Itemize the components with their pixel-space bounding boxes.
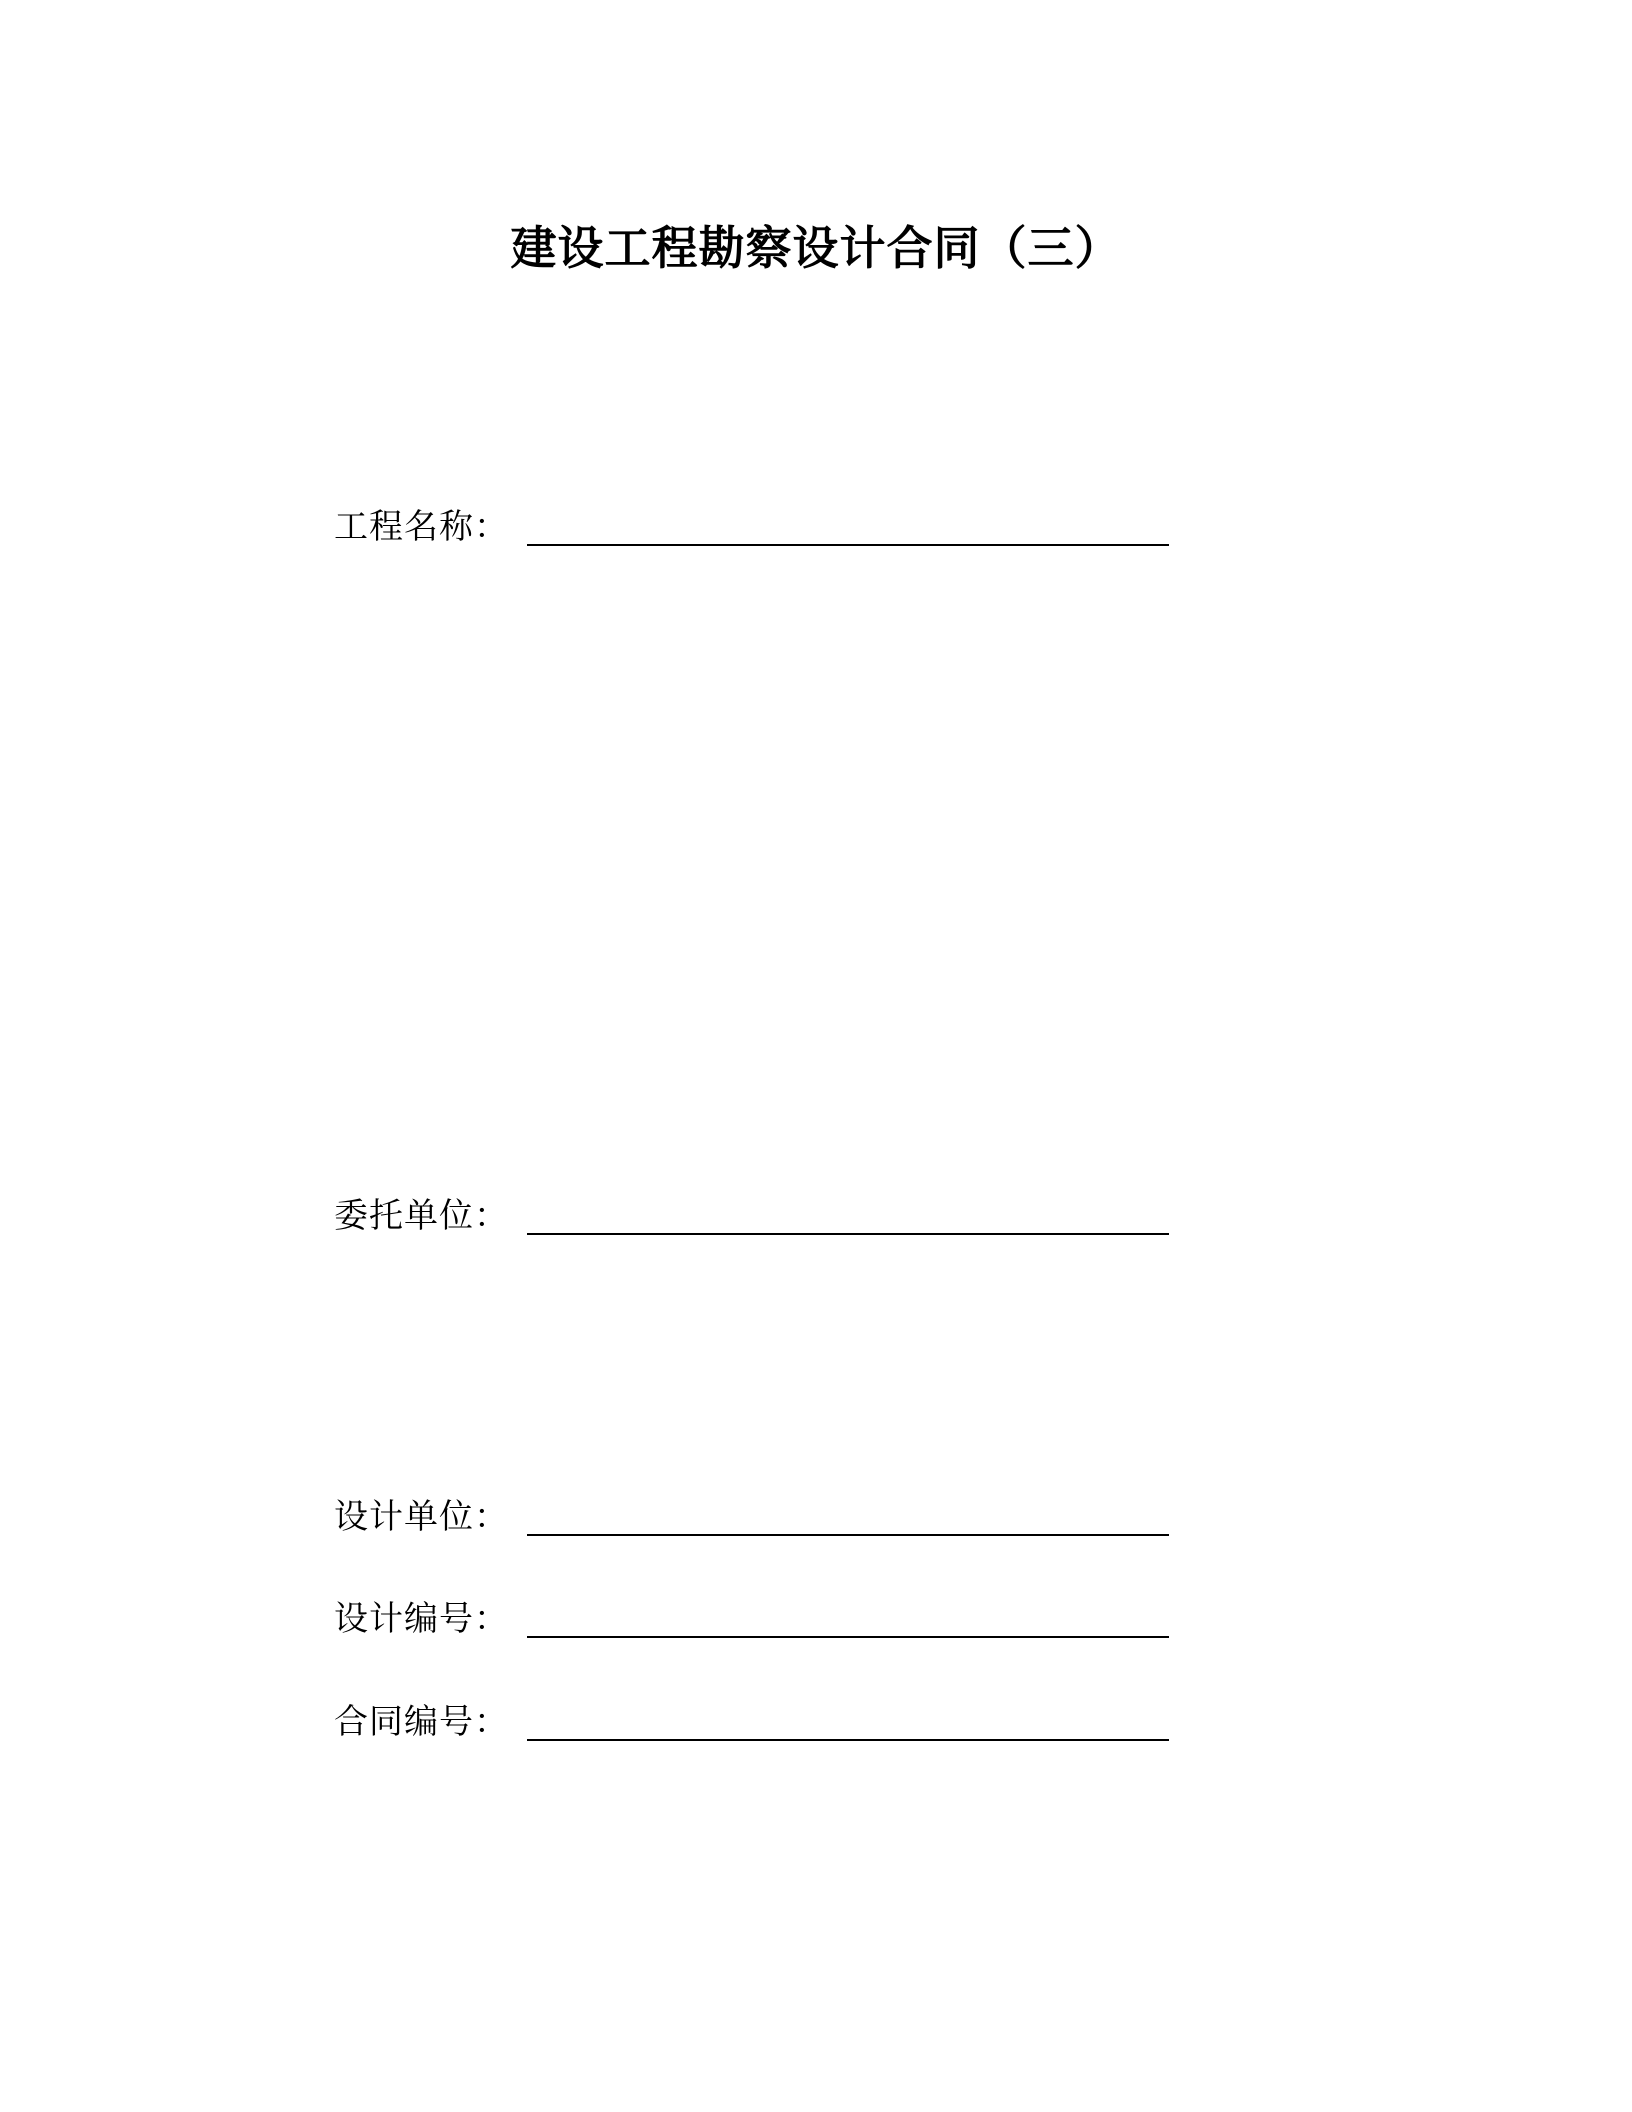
- project-name-label: 工程名称：: [334, 507, 509, 547]
- client-unit-blank-line: [527, 1233, 1169, 1235]
- contract-number-field: [334, 1695, 1169, 1745]
- design-number-field: [334, 1592, 1169, 1642]
- design-unit-field: [334, 1490, 1169, 1540]
- document-title: 建设工程勘察设计合同（三）: [510, 221, 1122, 275]
- client-unit-label: 委托单位：: [334, 1196, 509, 1236]
- client-unit-field: [334, 1189, 1169, 1239]
- project-name-blank-line: [527, 544, 1169, 546]
- design-unit-blank-line: [527, 1534, 1169, 1536]
- contract-number-label: 合同编号：: [334, 1702, 509, 1742]
- design-number-blank-line: [527, 1636, 1169, 1638]
- project-name-field: [334, 500, 1169, 550]
- design-number-label: 设计编号：: [334, 1599, 509, 1639]
- design-unit-label: 设计单位：: [334, 1497, 509, 1537]
- contract-number-blank-line: [527, 1739, 1169, 1741]
